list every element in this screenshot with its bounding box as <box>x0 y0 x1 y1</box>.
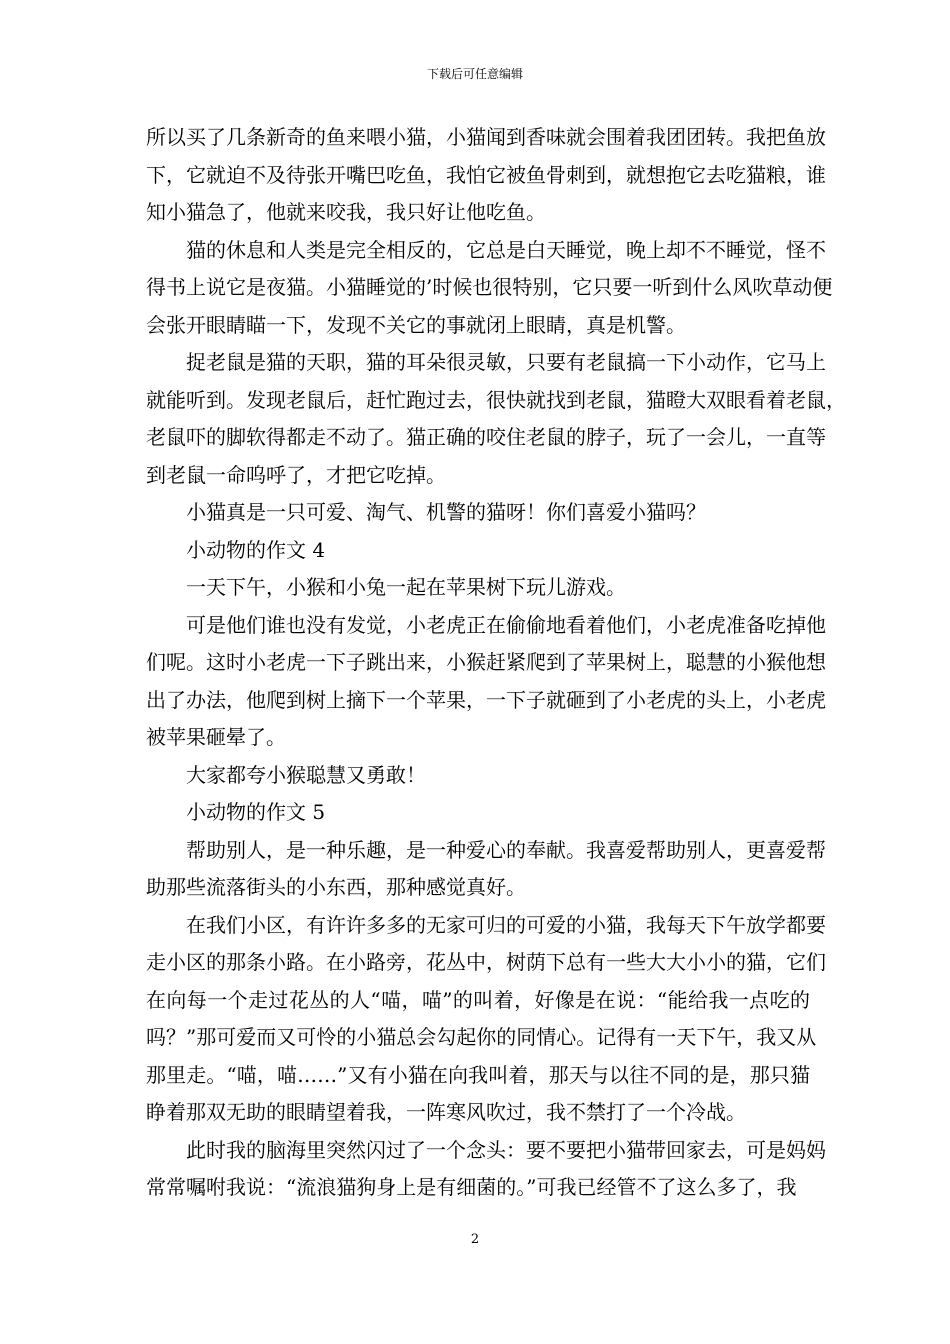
paragraph <box>146 757 810 795</box>
text-line: 睁着那双无助的眼睛望着我，一阵寒风吹过，我不禁打了一个冷战。 <box>146 1100 746 1124</box>
text-line: 就能听到。发现老鼠后，赶忙跑过去，很快就找到老鼠，猫瞪大双眼看着老鼠， <box>146 387 846 412</box>
text-line: 下，它就迫不及待张开嘴巴吃鱼，我怕它被鱼骨刺到，就想抱它去吃猫粮，谁 <box>146 162 826 187</box>
paragraph <box>146 569 810 607</box>
paragraph <box>146 532 810 570</box>
text-line: 得书上说它是夜猫。小猫睡觉的’时候也很特别，它只要一听到什么风吹草动便 <box>146 275 833 299</box>
text-line: 老鼠吓的脚软得都走不动了。猫正确的咬住老鼠的脖子，玩了一会儿，一直等 <box>146 425 826 449</box>
page-header: 下载后可任意编辑 <box>426 67 523 81</box>
paragraph <box>146 119 826 232</box>
text-line: 那里走。“喵，喵……”又有小猫在向我叫着，那天与以往不同的是，那只猫 <box>146 1062 810 1087</box>
text-line: 所以买了几条新奇的鱼来喂小猫，小猫闻到香味就会围着我团团转。我把鱼放 <box>146 125 826 149</box>
text-line: 此时我的脑海里突然闪过了一个念头：要不要把小猫带回家去，可是妈妈 <box>186 1137 826 1162</box>
text-line: 一天下午，小猴和小兔一起在苹果树下玩儿游戏。 <box>186 575 626 599</box>
text-line: 会张开眼睛瞄一下，发现不关它的事就闭上眼睛，真是机警。 <box>146 312 686 337</box>
paragraph <box>146 607 826 757</box>
paragraph <box>146 794 810 832</box>
text-line: 在我们小区，有许许多多的无家可归的可爱的小猫，我每天下午放学都要 <box>186 912 826 937</box>
paragraph <box>146 907 826 1132</box>
paragraph <box>146 494 810 532</box>
paragraph <box>146 1132 826 1207</box>
text-line: 吗？”那可爱而又可怜的小猫总会勾起你的同情心。记得有一天下午，我又从 <box>146 1025 817 1049</box>
page-number: 2 <box>470 1232 480 1247</box>
text-line: 小动物的作文 5 <box>186 800 326 824</box>
text-line: 出了办法，他爬到树上摘下一个苹果，一下子就砸到了小老虎的头上，小老虎 <box>146 687 826 712</box>
text-line: 被苹果砸晕了。 <box>146 725 286 749</box>
text-line: 小猫真是一只可爱、淘气、机警的猫呀！你们喜爱小猫吗？ <box>186 500 706 524</box>
text-line: 小动物的作文 4 <box>186 537 326 562</box>
text-line: 到老鼠一命呜呼了，才把它吃掉。 <box>146 462 446 487</box>
paragraph <box>146 832 826 907</box>
body-text <box>146 119 846 1207</box>
text-line: 常常嘱咐我说：“流浪猫狗身上是有细菌的。”可我已经管不了这么多了，我 <box>146 1175 797 1199</box>
text-line: 在向每一个走过花丛的人“喵，喵”的叫着，好像是在说：“能给我一点吃的 <box>146 987 810 1012</box>
text-line: 走小区的那条小路。在小路旁，花丛中，树荫下总有一些大大小小的猫，它们 <box>146 950 826 974</box>
paragraph <box>146 232 833 345</box>
text-line: 知小猫急了，他就来咬我，我只好让他吃鱼。 <box>146 200 546 224</box>
text-line: 帮助别人，是一种乐趣，是一种爱心的奉献。我喜爱帮助别人，更喜爱帮 <box>186 837 826 862</box>
text-line: 助那些流落街头的小东西，那种感觉真好。 <box>146 875 526 899</box>
text-line: 们呢。这时小老虎一下子跳出来，小猴赶紧爬到了苹果树上，聪慧的小猴他想 <box>146 650 826 674</box>
text-line: 大家都夸小猴聪慧又勇敢！ <box>186 762 426 787</box>
text-line: 捉老鼠是猫的天职，猫的耳朵很灵敏，只要有老鼠搞一下小动作，它马上 <box>186 350 826 374</box>
text-line: 猫的休息和人类是完全相反的，它总是白天睡觉，晚上却不不睡觉，怪不 <box>186 237 826 262</box>
paragraph <box>146 344 846 494</box>
text-line: 可是他们谁也没有发觉，小老虎正在偷偷地看着他们，小老虎准备吃掉他 <box>186 612 826 637</box>
